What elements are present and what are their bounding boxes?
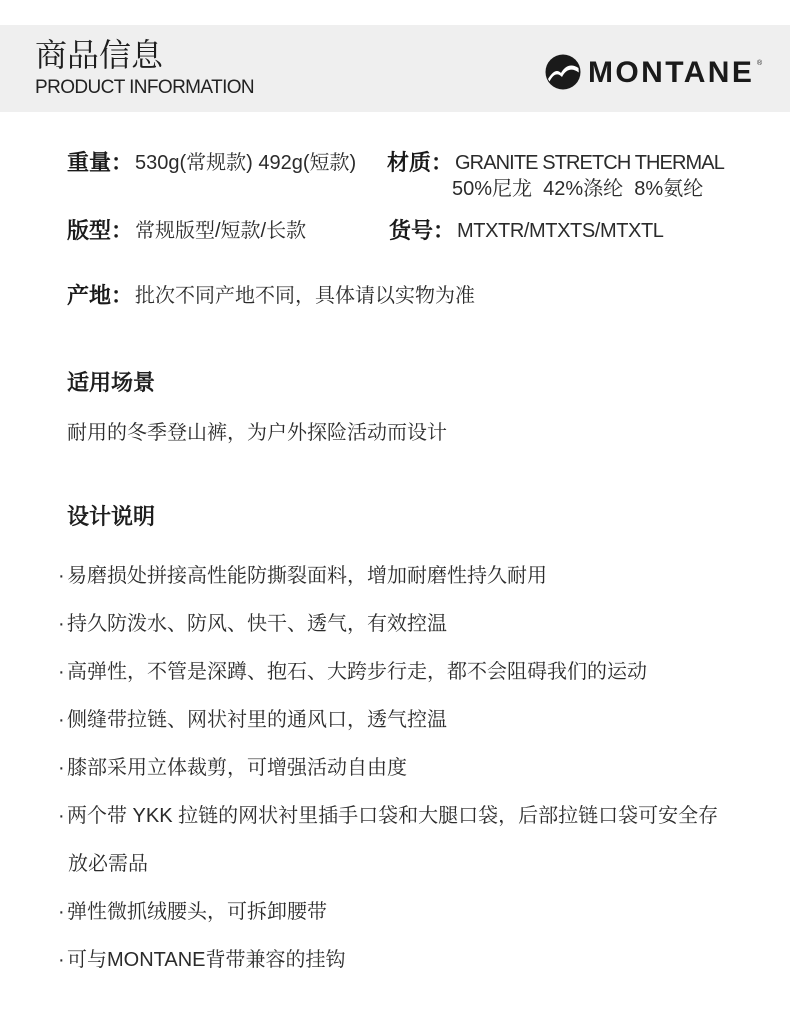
bullet-dot: · <box>58 901 65 923</box>
bullet-dot: · <box>58 805 65 827</box>
design-list-item-text: 持久防泼水、防风、快干、透气，有效控温 <box>67 613 447 635</box>
design-list-item <box>57 552 777 600</box>
brand-logo-text: MONTANE <box>588 56 755 89</box>
spec-material-composition: 50%尼龙 42%涤纶 8%氨纶 <box>452 178 704 200</box>
design-list-item <box>57 648 777 696</box>
design-list-line <box>57 648 777 696</box>
bullet-dot: · <box>58 709 65 731</box>
design-feature-list <box>57 552 777 984</box>
design-list-item-text: 膝部采用立体裁剪，可增强活动自由度 <box>67 757 407 779</box>
design-list-line <box>57 792 777 840</box>
design-list-item-text: 高弹性，不管是深蹲、抱石、大跨步行走，都不会阻碍我们的运动 <box>67 661 647 683</box>
spec-material-value: GRANITE STRETCH THERMAL <box>455 152 724 174</box>
page-title-cn: 商品信息 <box>35 37 164 73</box>
design-list-item <box>57 744 777 792</box>
design-list-line <box>57 936 777 984</box>
design-list-line <box>57 888 777 936</box>
design-list-item-text: 可与MONTANE背带兼容的挂钩 <box>67 949 346 971</box>
design-list-line-continued <box>57 840 777 888</box>
registered-mark: ® <box>757 60 763 67</box>
design-list-item <box>57 888 777 936</box>
spec-origin-label: 产地： <box>67 283 134 308</box>
bullet-dot: · <box>58 661 65 683</box>
design-list-item <box>57 936 777 984</box>
spec-sku-value: MTXTR/MTXTS/MTXTL <box>457 220 664 242</box>
design-list-item <box>57 600 777 648</box>
montane-logo-icon <box>545 54 581 90</box>
design-list-item-text: 放必需品 <box>68 853 148 875</box>
design-list-item <box>57 696 777 744</box>
design-list-line <box>57 744 777 792</box>
spec-origin-value: 批次不同产地不同，具体请以实物为准 <box>135 285 475 307</box>
design-list-line <box>57 600 777 648</box>
usage-text: 耐用的冬季登山裤，为户外探险活动而设计 <box>67 422 447 444</box>
page-title-en: PRODUCT INFORMATION <box>35 77 255 98</box>
spec-fit-label: 版型： <box>67 218 134 243</box>
design-list-item-text: 易磨损处拼接高性能防撕裂面料，增加耐磨性持久耐用 <box>67 565 547 587</box>
design-list-item-text: 侧缝带拉链、网状衬里的通风口，透气控温 <box>67 709 447 731</box>
design-list-line <box>57 552 777 600</box>
design-list-item-text: 弹性微抓绒腰头，可拆卸腰带 <box>67 901 327 923</box>
bullet-dot: · <box>58 757 65 779</box>
usage-heading: 适用场景 <box>67 370 156 395</box>
spec-fit-value: 常规版型/短款/长款 <box>135 220 307 242</box>
bullet-dot: · <box>58 613 65 635</box>
design-list-line <box>57 696 777 744</box>
design-list-item <box>57 792 777 888</box>
bullet-dot: · <box>58 949 65 971</box>
spec-sku-label: 货号： <box>389 218 456 243</box>
spec-weight-label: 重量： <box>67 150 134 175</box>
bullet-dot: · <box>58 565 65 587</box>
spec-weight-value: 530g(常规款) 492g(短款) <box>135 152 357 174</box>
design-heading: 设计说明 <box>67 504 156 529</box>
design-list-item-text: 两个带 YKK 拉链的网状衬里插手口袋和大腿口袋，后部拉链口袋可安全存 <box>67 805 719 827</box>
spec-material-label: 材质： <box>387 150 454 175</box>
